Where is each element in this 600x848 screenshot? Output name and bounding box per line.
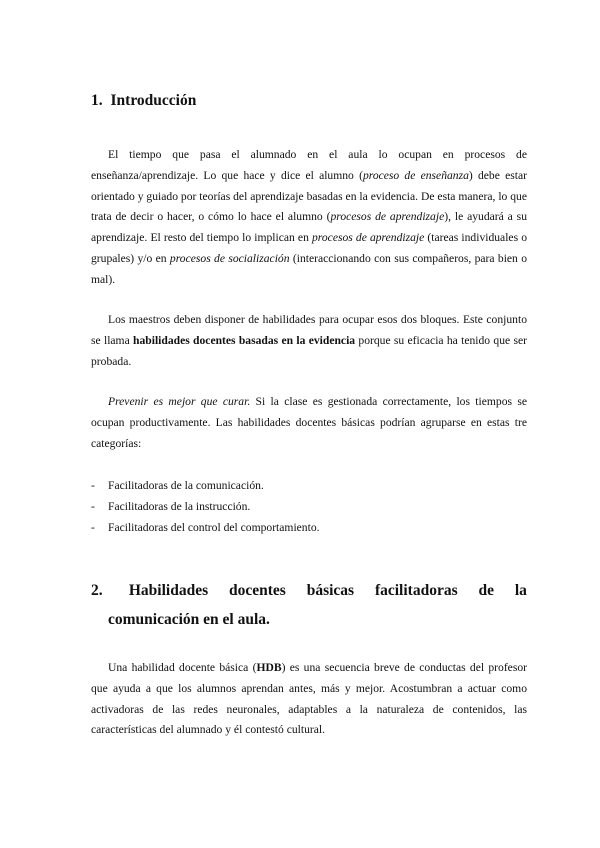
section-2-word: facilitadoras [374, 582, 458, 599]
hdb-text-2: ) es una secuencia breve de conductas del profesor que ayuda a que los alumnos aprendan antes, más y mejor. Acostumbran a actuar como activadoras de las redes neuronales, adaptables a la naturaleza de contenidos, las características del alumnado y él contestó cultural. [91, 661, 527, 737]
section-1-number: 1. [91, 92, 103, 109]
list-item-text: Facilitadoras de la comunicación. [108, 479, 264, 492]
list-item-text: Facilitadoras del control del comportamiento. [108, 520, 320, 534]
section-2-word: la [514, 582, 527, 599]
intro-paragraph [91, 145, 527, 291]
intro-text-3: ), le ayudará a su aprendizaje. El resto del tiempo lo implican en [91, 210, 527, 245]
hdb-text-1: Una habilidad docente básica ( [108, 661, 257, 674]
section-1-heading [91, 92, 196, 110]
section-2-line-2: comunicación en el aula. [108, 611, 270, 628]
intro-italic-3: procesos de aprendizaje [312, 231, 425, 245]
prevention-paragraph [91, 392, 527, 454]
section-1-title: Introducción [110, 92, 197, 109]
hdb-bold: HDB [256, 661, 282, 674]
list-dash: - [91, 479, 95, 492]
section-2-line-1 [91, 578, 527, 604]
section-2-word: docentes [229, 582, 286, 599]
intro-text-5: (interaccionando con sus compañeros, para bien o mal). [91, 251, 527, 286]
teachers-bold-1: habilidades docentes basadas en la evidencia [133, 333, 356, 347]
hdb-paragraph [91, 658, 527, 741]
section-2-word: Habilidades [128, 582, 209, 599]
section-2-word: básicas [306, 582, 355, 599]
list-item [91, 518, 527, 539]
section-2-heading [91, 578, 527, 633]
list-dash: - [91, 520, 95, 534]
intro-italic-2: procesos de aprendizaje [330, 210, 445, 224]
list-dash: - [91, 499, 95, 513]
teachers-text-2: porque su eficacia ha tenido que ser probada. [91, 333, 527, 368]
prevention-text: Si la clase es gestionada correctamente, los tiempos se ocupan productivamente. Las habilidades docentes básicas podrían agruparse en estas tre categorías: [91, 395, 527, 450]
intro-text-1: El tiempo que pasa el alumnado en el aula lo ocupan en procesos de enseñanza/aprendizaje. Lo que hace y dice el alumno ( [91, 148, 527, 182]
intro-text-4: (tareas individuales o grupales) y/o en [91, 231, 527, 265]
section-2-word: de [478, 582, 494, 599]
prevention-italic: Prevenir es mejor que curar. [108, 395, 251, 408]
list-item [91, 497, 527, 518]
intro-italic-1: proceso de enseñanza [362, 168, 469, 182]
teachers-paragraph [91, 310, 527, 372]
intro-italic-4: procesos de socialización [169, 251, 290, 265]
teachers-text-1: Los maestros deben disponer de habilidades para ocupar esos dos bloques. Este conjunto se llama [91, 313, 527, 347]
intro-text-2: ) debe estar orientado y guiado por teorías del aprendizaje basadas en la evidencia. De esta manera, lo que trata de decir o hacer, o cómo lo hace el alumno ( [91, 168, 527, 224]
categories-list [91, 476, 527, 538]
section-2-number: 2. [91, 582, 103, 599]
list-item [91, 476, 527, 497]
list-item-text: Facilitadoras de la instrucción. [108, 499, 251, 513]
